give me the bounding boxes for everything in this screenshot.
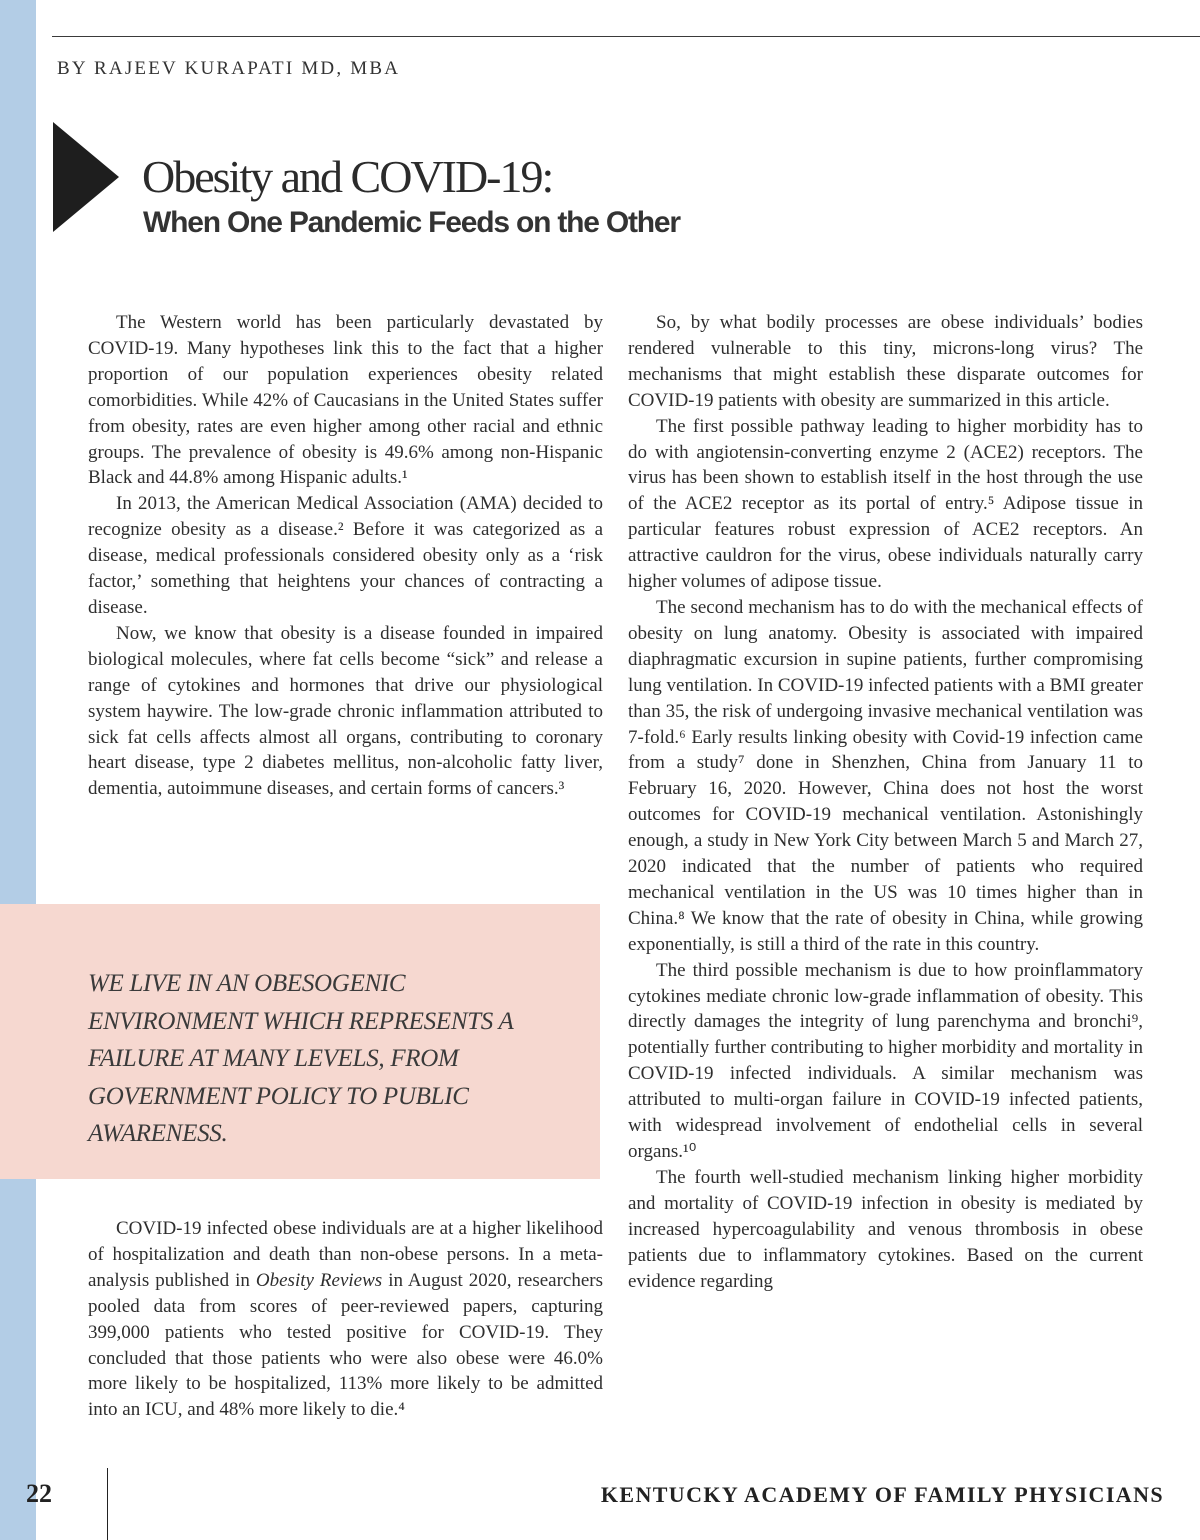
page-number: 22 — [26, 1479, 52, 1508]
article-title: Obesity and COVID-19: — [142, 151, 553, 202]
paragraph: The first possible pathway leading to higher morbidity has to do with angiotensin-converting enzyme 2 (ACE2) receptors. The virus has been shown to establish itself in the host through the use of the ACE2 receptor as its portal of entry.⁵ Adipose tissue in particular features robust expression of ACE2 receptors. An attractive cauldron for the virus, obese individuals naturally carry higher volumes of adipose tissue. — [628, 415, 1143, 593]
footer-divider — [107, 1468, 108, 1540]
pull-quote: WE LIVE IN AN OBESOGENIC ENVIRONMENT WHICH REPRESENTS A FAILURE AT MANY LEVELS, FROM GOVERNMENT POLICY TO PUBLIC AWARENESS. — [88, 970, 514, 1147]
side-color-bar — [0, 0, 36, 1540]
footer-organization: KENTUCKY ACADEMY OF FAMILY PHYSICIANS — [600, 1482, 1164, 1507]
paragraph: The second mechanism has to do with the mechanical effects of obesity on lung anatomy. Obesity is associated with impaired diaphragmatic excursion in supine patients, further compromising lung ventilation. In COVID-19 infected patients with a BMI greater than 35, the risk of undergoing invasive mechanical ventilation was 7-fold.⁶ Early results linking obesity with Covid-19 infection came from a study⁷ done in Shenzhen, China from January 11 to February 16, 2020. However, China does not host the worst outcomes for COVID-19 mechanical ventilation. Astonishingly enough, a study in New York City between March 5 and March 27, 2020 indicated that the number of patients who required mechanical ventilation in the US was 10 times higher than in China.⁸ We know that the rate of obesity in China, while growing exponentially, is still a third of the rate in this country. — [628, 596, 1143, 955]
paragraph: The fourth well-studied mechanism linking higher morbidity and mortality of COVID-19 infection in obesity is mediated by increased hypercoagulability and venous thrombosis in obese patients due to inflammatory cytokines. Based on the current evidence regarding — [628, 1166, 1143, 1292]
journal-title: Obesity Reviews — [255, 1269, 383, 1291]
top-divider — [52, 36, 1200, 37]
title-arrow-icon — [53, 122, 119, 232]
paragraph: So, by what bodily processes are obese individuals’ bodies rendered vulnerable to this tiny, microns-long virus? The mechanisms that might establish these disparate outcomes for COVID-19 patients with obesity are summarized in this article. — [628, 312, 1143, 411]
paragraph-text: COVID-19 infected obese individuals are at a higher likelihood of hospitalization and death than non-obese persons. In a meta-analysis published in — [88, 1218, 603, 1291]
paragraph-text: in August 2020, researchers pooled data from scores of peer-reviewed papers, capturing 399,000 patients who tested positive for COVID-19. They concluded that those patients who were also obese were 46.0% more likely to be hospitalized, 113% more likely to be admitted into an ICU, and 48% more likely to die.⁴ — [88, 1269, 603, 1421]
byline: BY RAJEEV KURAPATI MD, MBA — [57, 58, 401, 79]
paragraph — [88, 1216, 603, 1423]
right-column — [628, 310, 1143, 1450]
paragraph: In 2013, the American Medical Association (AMA) decided to recognize obesity as a disease.² Before it was categorized as a disease, medical professionals considered obesity only as a ‘risk factor,’ something that heightens your chances of contracting a disease. — [88, 493, 603, 618]
paragraph: The third possible mechanism is due to how proinflammatory cytokines mediate chronic low-grade inflammation of obesity. This directly damages the integrity of lung parenchyma and bronchi⁹, potentially further contributing to higher morbidity and mortality in COVID-19 infected individuals. A similar mechanism was attributed to multi-organ failure in COVID-19 infected patients, with widespread involvement of endothelial cells in several organs.¹⁰ — [628, 959, 1143, 1162]
paragraph: Now, we know that obesity is a disease founded in impaired biological molecules, where fat cells become “sick” and release a range of cytokines and hormones that drive our physiological system haywire. The low-grade chronic inflammation attributed to sick fat cells affects almost all organs, contributing to coronary heart disease, type 2 diabetes mellitus, non-alcoholic fatty liver, dementia, autoimmune diseases, and certain forms of cancers.³ — [88, 622, 603, 800]
paragraph: The Western world has been particularly devastated by COVID-19. Many hypotheses link this to the fact that a higher proportion of our population experiences obesity related comorbidities. While 42% of Caucasians in the United States suffer from obesity, rates are even higher among other racial and ethnic groups. The prevalence of obesity is 49.6% among non-Hispanic Black and 44.8% among Hispanic adults.¹ — [88, 312, 603, 489]
left-column-bottom — [88, 1216, 603, 1423]
article-subtitle: When One Pandemic Feeds on the Other — [143, 206, 680, 239]
left-column-top — [88, 310, 603, 802]
